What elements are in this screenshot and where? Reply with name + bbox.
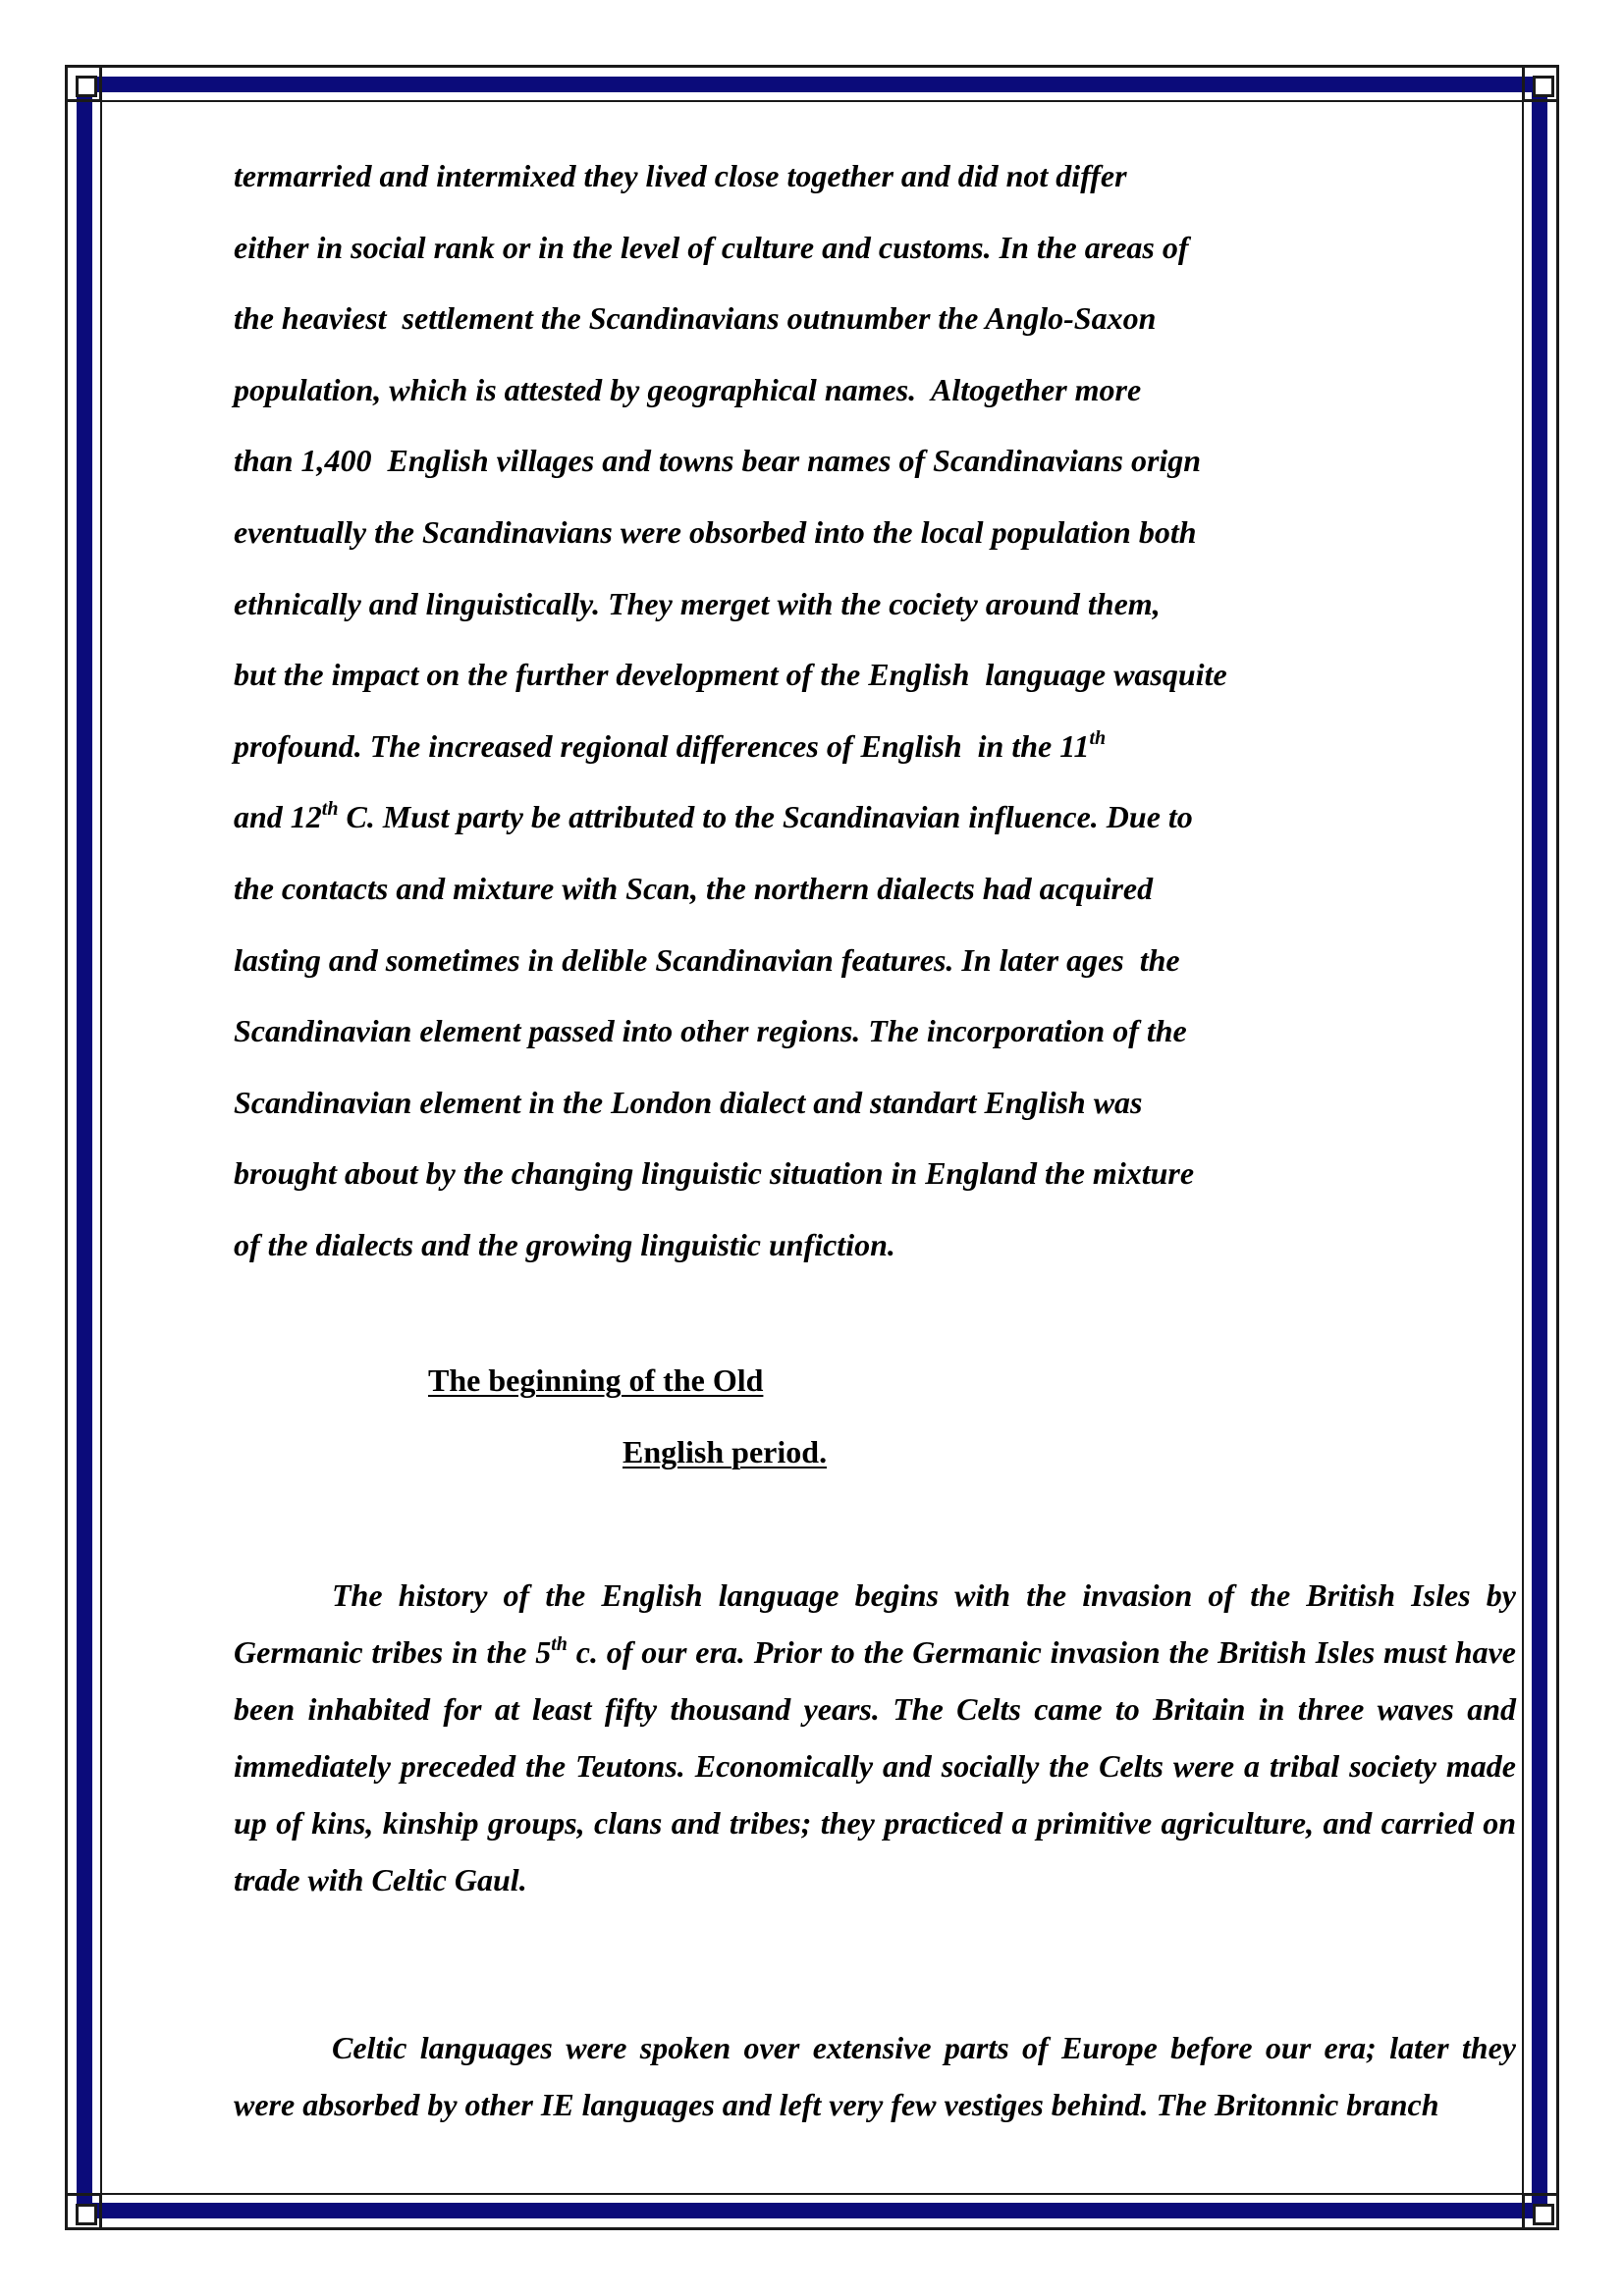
text-line: but the impact on the further development of the English language wasquite bbox=[234, 657, 1227, 693]
corner-ornament-bottom-left bbox=[65, 2193, 102, 2230]
text-line: termarried and intermixed they lived close together and did not differ bbox=[234, 158, 1127, 193]
corner-ornament-bottom-right bbox=[1522, 2193, 1559, 2230]
text-line: population, which is attested by geographical names. Altogether more bbox=[234, 371, 1142, 407]
text-line: of the dialects and the growing linguistic unfiction. bbox=[234, 1226, 895, 1262]
text-line: brought about by the changing linguistic situation in England the mixture bbox=[234, 1155, 1195, 1192]
text-line: and 12th C. Must party be attributed to the Scandinavian influence. Due to bbox=[234, 798, 1193, 835]
superscript: th bbox=[1089, 726, 1107, 749]
section-heading-line-2: English period. bbox=[623, 1434, 828, 1469]
text-line: the heaviest settlement the Scandinavians outnumber the Anglo-Saxon bbox=[234, 300, 1157, 337]
text-line: than 1,400 English villages and towns bear names of Scandinavians orign bbox=[234, 443, 1202, 479]
superscript: th bbox=[551, 1633, 568, 1655]
body-text-block bbox=[234, 149, 1530, 1290]
paragraph-history: The history of the English language begins with the invasion of the British Isles by Germanic tribes in the 5th c. of our era. Prior to the Germanic invasion the British Isles must have been inhabited for at least fifty thousand years. The Celts came to Britain in three waves and immediately preceded the Teutons. Economically and socially the Celts were a tribal society made up of kins, kinship groups, clans and tribes; they practiced a primitive agriculture, and carried on trade with Celtic Gaul. bbox=[234, 1577, 1517, 1897]
text-line: Scandinavian element passed into other regions. The incorporation of the bbox=[234, 1013, 1187, 1049]
text-line: profound. The increased regional differences of English in the 11th bbox=[234, 726, 1107, 764]
section-heading-line-1: The beginning of the Old bbox=[428, 1362, 764, 1398]
superscript: th bbox=[321, 798, 339, 821]
paragraph-celtic: Celtic languages were spoken over extensive parts of Europe before our era; later they were absorbed by other IE languages and left very few vestiges behind. The Britonnic branch bbox=[234, 2030, 1516, 2122]
text-line: either in social rank or in the level of culture and customs. In the areas of bbox=[234, 229, 1189, 265]
corner-ornament-top-left bbox=[65, 65, 102, 102]
corner-ornament-top-right bbox=[1522, 65, 1559, 102]
text-line: the contacts and mixture with Scan, the northern dialects had acquired bbox=[234, 870, 1154, 906]
text-line: eventually the Scandinavians were obsorbed into the local population both bbox=[234, 513, 1197, 550]
text-line: ethnically and linguistically. They merget with the cociety around them, bbox=[234, 585, 1161, 621]
text-line: Scandinavian element in the London dialect and standart English was bbox=[234, 1084, 1143, 1120]
text-line: lasting and sometimes in delible Scandinavian features. In later ages the bbox=[234, 941, 1180, 978]
